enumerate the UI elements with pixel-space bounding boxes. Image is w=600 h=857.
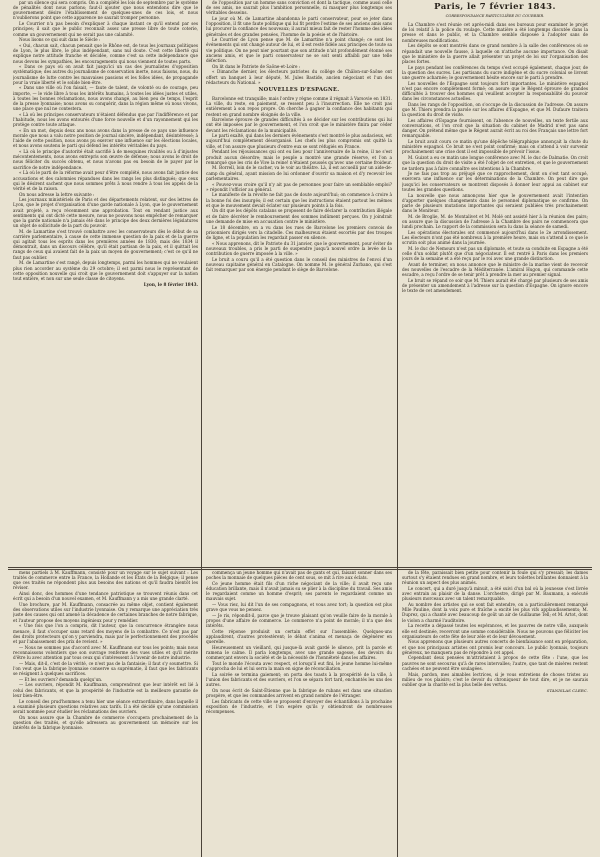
- author-signature: STANISLAS CLERC.: [546, 687, 588, 693]
- paragraph: On nous assure que la Chambre de commerce s'occupera prochainement de la question des traités, et qu'elle adressera au gouvernement un mémoire sur les intérêts de la fabrique lyonnaise.: [13, 714, 198, 730]
- paragraph: Cependant deux pensées m'attristaient à propos de cette fête : l'une, que les pauvres ne sont secourus qu'à de rares intervalles; l'autre, que tant de misères restent cachées et ne peuvent être soulagées.: [402, 655, 588, 671]
- paragraph: Le Courrier de Lyon pense que M. de Lamartine n'a point changé; ce sont les événements qui ont changé autour de lui, et il est resté fidèle aux principes de toute sa vie politique. On ne peut nier pourtant que son attitude n'ait profondément étonné ses anciens amis, et que le parti conservateur ne se soit senti affaibli par une telle défection.: [206, 37, 392, 63]
- column-divider: [201, 0, 202, 857]
- dateline: Lyon, le 8 février 1843.: [143, 281, 198, 287]
- paragraph: M. le duc de Nemours n'est pas un diplomate, et toute sa conduite en Espagne a été celle d'un soldat plutôt que d'un négociateur. Il est rentré à Paris dans les premiers jours de la semaine et a été reçu par le roi avec une grande distinction.: [402, 245, 588, 262]
- paragraph: — Et les ouvriers? demanda quelqu'un.: [19, 676, 103, 682]
- column-2-spain-text: [206, 96, 392, 272]
- column-3-text: [402, 22, 588, 293]
- paragraph: On dit que les dépôts catalans se proposent de faire déclarer la contribution illégale et de faire décréter le remboursement des sommes indûment perçues. On y joindrait une demande de mise en accusation contre le ministère.: [206, 208, 392, 224]
- correspondence-subheading: CORRESPONDANCE PARTICULIÈRE DU COURRIER.: [445, 14, 545, 18]
- paragraph: Le conseil des prud'hommes a tenu hier une séance extraordinaire, dans laquelle il a examiné plusieurs questions relatives aux tarifs. Il a été décidé qu'une commission serait nommée pour étudier les réclamations des ouvriers.: [13, 698, 198, 714]
- paragraph: Barcelone éprouve de grandes difficultés à se décider sur les contributions qui lui ont été imposées par le gouvernement, et l'on croit que le ministère finira par céder devant les réclamations de la municipalité.: [206, 117, 392, 133]
- paragraph: Le 18 décembre, on a vu dans les rues de Barcelone les premiers convois de prisonniers dirigés vers la citadelle. Ces malheureux étaient escortés par des troupes de ligne, et la population les regardait passer en silence.: [206, 224, 392, 240]
- paragraph: Le bruit a couru qu'il a été question dans le conseil des ministres de l'envoi d'un nouveau capitaine général en Catalogne. On nomme M. le général Zurbano, qui s'est fait remarquer par son énergie pendant le siège de Barcelone.: [206, 256, 392, 272]
- paragraph: — Vous riez, lui dit l'un de ses compagnons, et vous avez tort; la question est plus grave que vous ne pensez.: [206, 602, 392, 613]
- paragraph: « Nous apprenons, dit le Patriote du 31 janvier, que le gouvernement, pour éviter de nouveaux troubles, a pris le parti de suspendre jusqu'à nouvel ordre la levée de la contribution de guerre imposée à la ville. »: [206, 240, 392, 256]
- paragraph: « Là où le principe d'autorité était sacrifié à de mesquines rivalités ou à d'injustes mécontentements, nous avons entrepris son œuvre de défense; nous avons le droit de nous féliciter du succès obtenu, et nous n'avons pas eu besoin de le payer par le sacrifice de notre indépendance.: [13, 149, 198, 170]
- column-2-text: [206, 0, 392, 85]
- paris-dateline-heading: Paris, le 7 février 1843.: [434, 2, 556, 12]
- paragraph: La soirée se termina gaiement; on porta des toasts à la prospérité de la ville, à l'union des fabricants et des ouvriers, et l'on se sépara fort tard, enchantés les uns des autres.: [206, 672, 392, 688]
- paragraph: — Les ouvriers, répondit M. Kauffmann, comprendront que leur intérêt est lié à celui des fabricants, et que la prospérité de l'industrie est la meilleure garantie de leur bien-être.: [13, 682, 198, 698]
- paragraph: Cette réponse produisit un certain effet sur l'assemblée. Quelques-uns applaudirent, d'autres protestèrent; le débat s'anima et menaça de dégénérer en querelle.: [206, 629, 392, 645]
- paragraph: Le pays pendant les conférences du temps s'est occupé également, chaque jour, de la question des sucres. Les partisans du sucre indigène et du sucre colonial se livrent une guerre acharnée; le gouvernement hésite encore sur le parti à prendre.: [402, 64, 588, 80]
- paragraph: La Chambre s'est réunie cet après-midi dans ses bureaux pour examiner le projet de loi relatif à la police du roulage. Cette matière a été longtemps discutée dans la presse et dans le public, et la Chambre semble disposée à l'adopter sans de nombreuses modifications.: [402, 22, 588, 43]
- paragraph: On lit dans le Patriote de Saône-et-Loire :: [212, 63, 301, 69]
- paragraph: « Dimanche dernier, les électeurs patriotes du collège de Châlon-sur-Saône ont offert un banquet à leur député, M. Jules Bastide, ancien négociant et l'un des rédacteurs du National. »: [206, 69, 392, 85]
- paragraph: « Là où le parti de la réforme avait peur d'être complété, nous avons fait justice des accusations et des calomnies répandues dans les rangs les plus distingués; que ceux qui le désirent sachent que nous sommes prêts à nous rendre à tous les appels de la vérité et de la raison.: [13, 170, 198, 191]
- paragraph: Au nombre des artistes qui se sont fait entendre, on a particulièrement remarqué Mlle Pauline, dont la voix pure et fraîche a excité les plus vifs applaudissements; M. Duprez, qui a chanté avec beaucoup de goût un air de Guillaume Tell; et M. Artot, dont le violon a charmé l'auditoire.: [402, 602, 588, 623]
- paragraph: mens partiels à M. Kauffmann, consisté pour un voyage sur le sujet suivant : Les traités de commerce entre la France, la Hollande et les États de la Belgique; il pense que ces traités ne répondent plus aux besoins des nations et qu'il faudra bientôt les réviser.: [13, 570, 198, 591]
- paragraph: Le jour où M. de Lamartine abandonna le parti conservateur, pour se jeter dans l'opposition, il fit une faute politique qui lui fit perdre l'estime de ses anciens amis sans lui procurer la confiance des nouveaux; il aurait mieux fait de rester l'homme des idées générales et des grandes pensées, l'homme de la poésie et de l'histoire.: [206, 16, 392, 37]
- feuilleton-column-2: [206, 570, 392, 855]
- paragraph: M. Borrell, loin de le cacher, va le voir au théâtre. Là, il est accueilli par un aide-de-camp du général, ayant mission de lui ordonner d'ouvrir sa maison et d'y recevoir les parlementaires.: [206, 165, 392, 181]
- column-1: [13, 0, 198, 566]
- paragraph: Les fabricants de cette ville se proposent d'envoyer des échantillons à la prochaine exposition de l'industrie, et l'on espère qu'ils y obtiendront de nombreuses récompenses.: [206, 699, 392, 715]
- feuilleton-column-1: [13, 570, 198, 855]
- feuilleton-column-3-text: [402, 570, 588, 687]
- paragraph: Pendant les réjouissances qui ont eu lieu pour l'anniversaire de la reine, il ne s'est produit aucun désordre; mais le peuple a montré une grande réserve, et l'on a remarqué que les cris de Vive la reine! n'étaient poussés qu'avec une certaine froideur.: [206, 149, 392, 165]
- paragraph: Le manifeste de la révolte ne fait pas de doute aujourd'hui; on commence à croire à la bonne foi des insurgés; il est certain que les instructions étaient partout les mêmes et que le mouvement devait éclater sur plusieurs points à la fois.: [206, 192, 392, 208]
- paragraph: Dans les rangs de l'opposition, on s'occupe de la discussion de l'adresse. On assure que M. Thiers prendra la parole sur les affaires d'Espagne, et que M. Dufaure traitera la question du droit de visite.: [402, 101, 588, 118]
- paragraph: « Une fois que l'on a compris, dit l'auteur, que la concurrence étrangère nous menace, il faut s'occuper sans retard des moyens de la combattre. Ce n'est pas par des droits protecteurs qu'on y parviendra, mais par le perfectionnement des procédés et par l'abaissement des prix de revient. »: [13, 623, 198, 644]
- paragraph: — Mais, dit-il, c'est de la vérité, ce n'est pas de la fantaisie; il faut s'y soumettre. Si l'on veut que la fabrique lyonnaise conserve sa suprématie, il faut que les fabricants se résignent à quelques sacrifices.: [13, 660, 198, 676]
- paragraph: Avant de terminer, on nous annonce que le ministre de la marine vient de recevoir des nouvelles de l'escadre de la Méditerranée. L'amiral Hugon, qui commande cette escadre, a reçu l'ordre de se tenir prêt à prendre la mer au premier signal.: [402, 261, 588, 278]
- paragraph: Je ne fais pas trop au préjugé que ce rapprochement, dont on s'est tant occupé, exercera une influence sur les déterminations de la Chambre. On peut dire que jusqu'ici les conservateurs se montrent disposés à donner leur appui au cabinet sur toutes les grandes questions.: [402, 171, 588, 192]
- paragraph: Ainsi donc, des hommes d'une tendance patriotique se trouvent réunis dans cet écrit qui a besoin d'un nouvel examen, et M. Kauffmann y a mis une grande clarté.: [13, 591, 198, 602]
- paragraph: — Je ris, répondit-il, parce que je trouve plaisant qu'on veuille faire de la morale à propos d'une affaire de commerce. Le commerce n'a point de morale; il n'a que des intérêts.: [206, 613, 392, 629]
- paragraph: Les affaires d'Espagne fournissent, on l'absence de nouvelles, un texte fertile aux conversations, et l'on croit que la situation du cabinet de Madrid n'est pas sans danger. On prétend même que le Régent aurait écrit au roi des Français une lettre fort remarquable.: [402, 117, 588, 139]
- paragraph: Le bruit avait couru ce matin qu'une dépêche télégraphique annonçait la chute du ministère espagnol. Ce bruit ne s'est point confirmé; mais on s'attend à voir survenir prochainement une crise dont il est impossible de prévoir l'issue.: [402, 139, 588, 155]
- paragraph: Heureusement un vieillard, qui jusque-là avait gardé le silence, prit la parole et ramena le calme. Il parla longtemps, avec une grande sagesse, des devoirs du commerçant envers la société et de la nécessité de l'honnêteté dans les affaires.: [206, 645, 392, 661]
- feuilleton-column-3: [402, 570, 588, 855]
- paragraph: de l'opposition par un homme sans conviction et dont la tactique, comme aussi celle de ses amis, ne saurait plus l'ambition personnelle, ni masquer plus longtemps ses véritables desseins.: [206, 0, 392, 16]
- paragraph: M. Guizot a eu ce matin une longue conférence avec M. le duc de Dalmatie. On croit que la question du droit de visite a été l'objet de cet entretien, et que le gouvernement ne tardera pas à faire connaître ses intentions à la Chambre.: [402, 155, 588, 171]
- column-1-text: [13, 0, 198, 281]
- paragraph: « Dans une ville où l'on faisait, — faute de talent, de volonté ou de courage, peu importe, — le vide libre à tous les intérêts humains, à toutes les idées justes et utiles, à toutes les bonnes réclamations, nous avons changé, au bien peu de temps, l'esprit de la presse lyonnaise; nous avons su conquérir, dans la région même où nous vivons, une place que nul ne contestera.: [13, 85, 198, 112]
- paragraph: « En un mot, depuis deux ans nous avons dans la presse de ce pays une influence morale que nous a valu notre position de journal sincère, indépendant, désintéressé; à l'aide de cette position, nous avons pu exercer une influence sur les élections locales, et nous avons soutenu le parti qui défend les intérêts véritables du pays.: [13, 127, 198, 149]
- section-heading: NOUVELLES D'ESPAGNE.: [258, 86, 340, 93]
- paragraph: Le bruit se répand ce soir que M. Thiers aurait été chargé par plusieurs de ses amis de présenter un amendement à l'adresse sur la question d'Espagne. On ignore encore le texte de cet amendement.: [402, 277, 588, 294]
- paragraph: On nous adresse la lettre suivante :: [19, 191, 95, 197]
- paragraph: Le Courrier n'a pas besoin d'expliquer à chaque instant ce qu'il entend par ses principes; il sait que le public reconnaît assez une presse libre de toute coterie, comme un gouvernement qui ne serait pas une calamité.: [13, 21, 198, 37]
- paragraph: Ce jeune homme était fils d'un riche négociant de la ville; il avait reçu une éducation brillante, mais il n'avait jamais su se plier à la discipline du travail. Ses amis le regardaient comme un homme d'esprit; ses parents le regardaient comme un mauvais sujet.: [206, 580, 392, 602]
- paragraph: La recette a dépassé toutes les espérances, et les pauvres de notre ville, auxquels elle est destinée, recevront une somme considérable. Nous ne pouvons que féliciter les organisateurs de cette fête de leur zèle et de leur dévouement.: [402, 623, 588, 639]
- paragraph: commença un jeune homme qui n'avait pas de gants et qui, faisant sonner dans ses poches la monnaie de quelques pièces de cent sous, se mit à rire aux éclats.: [206, 570, 392, 581]
- paragraph: La nouvelle que nous annonçons hier que le gouvernement avait l'intention d'apporter quelques changements dans le personnel diplomatique se confirme. On parle de plusieurs mutations importantes qui seraient publiées très prochainement dans le Moniteur.: [402, 192, 588, 213]
- paragraph: Une brochure, par M. Kauffmann, consacrée au même objet, contient également des observations utiles sur l'industrie lyonnaise. On y remarque une appréciation très juste des causes qui ont amené la décadence de certaines branches de notre fabrique, et l'auteur propose des moyens ingénieux pour y remédier.: [13, 602, 198, 623]
- column-3: [402, 0, 588, 566]
- paragraph: Le parti exalté, qui dans les derniers événements s'est montré le plus audacieux, est aujourd'hui complètement désorganisé. Les chefs les plus compromis ont quitté la ville, et l'on assure que plusieurs d'entre eux se sont réfugiés en France.: [206, 133, 392, 149]
- paragraph: Les journaux ministériels de Paris et des départements relatent, sur des lettres de Lyon, que le projet d'organisation d'une garde nationale à Lyon, que le gouvernement avait projeté, a reçu récemment une approbation. Tout en rendant justice aux sentiments qui ont dicté cette mesure, nous ne pouvons nous empêcher de remarquer que la garde nationale n'a jamais été dans le principe des deux dernières législatures un objet de sollicitude de la part du pouvoir.: [13, 197, 198, 229]
- paragraph: Mais, pardon, mes aimables lectrices, si je vous entretiens de choses tristes au milieu de vos plaisirs; c'est le devoir du chroniqueur de tout dire, et je ne saurais oublier que la charité est la plus belle des vertus.: [402, 671, 588, 687]
- paragraph: par un silence qui sera compris. On a complété les lois de septembre par le système de pénalités dont nous parlons; faut-il ajouter que nous entendons dire que le gouvernement désire l'établissement de quelques-unes de ces lois, et nous n'oublierons point que cette apparence ne saurait tromper personne.: [13, 0, 198, 21]
- paragraph: Les nouvelles de l'Espagne sont toujours fort importantes. Le ministère espagnol n'est pas encore complètement formé; on assure que le Régent éprouve de grandes difficultés à trouver des hommes qui veuillent accepter la responsabilité du pouvoir dans les circonstances actuelles.: [402, 80, 588, 102]
- paragraph: Nous apprenons que plusieurs autres concerts de bienfaisance sont en préparation, et que nos principaux artistes ont promis leur concours. Le public lyonnais, toujours généreux, ne manquera pas de répondre à cet appel.: [402, 639, 588, 655]
- paragraph: « Dans ce pays où on avait fait jusqu'ici un cas des journalistes d'opposition systématique; des autres du journalisme de conservation inerte, nous faisons, nous, du journalisme de lutte contre les mauvaises passions et les folles idées, de propagande pour la vraie liberté et le solide bien-être.: [13, 64, 198, 85]
- paragraph: M. de Broglie, M. de Montalivet et M. Molé ont assisté hier à la réunion des pairs; on assure que la discussion de l'adresse à la Chambre des pairs ne commencera que lundi prochain. Le rapport de la commission sera lu dans la séance de samedi.: [402, 213, 588, 230]
- paragraph: Le concert, qui a duré jusqu'à minuit, a été suivi d'un bal où la jeunesse s'est livrée avec entrain au plaisir de la danse. L'orchestre, dirigé par M. Baumann, a exécuté plusieurs morceaux avec un talent remarquable.: [402, 586, 588, 602]
- paragraph: « Pouvez-vous croire qu'il n'y ait pas de personnes pour faire un semblable emploi? » répondit l'officier au général.: [206, 181, 392, 192]
- paragraph: Les opérations électorales ont commencé aujourd'hui dans le 2e arrondissement. Les électeurs n'ont pas été nombreux à la première heure, mais on s'attend à ce que le scrutin soit plus animé dans la journée.: [402, 229, 588, 246]
- paragraph: On nous écrit de Saint-Étienne que la fabrique de rubans est dans une situation prospère, et que les commandes arrivent en grand nombre de l'étranger.: [206, 688, 392, 699]
- paragraph: Les dépôts se sont montrés dans ce grand nombre à la salle des conférences où se répandait une nouvelle fausse, à laquelle on n'attache aucune importance. On disait que le ministère de la guerre allait présenter un projet de loi sur l'organisation des places fortes.: [402, 43, 588, 64]
- column-2: [206, 0, 392, 566]
- paragraph: — Nous ne sommes pas d'accord avec M. Kauffmann sur tous les points; mais nous reconnaissons volontiers que son ouvrage renferme des vues utiles et qu'il mérite d'être lu avec attention par tous ceux qui s'intéressent à l'avenir de notre industrie.: [13, 644, 198, 660]
- column-divider: [397, 0, 398, 857]
- feuilleton-divider: [8, 567, 592, 568]
- paragraph: Barcelonne est tranquille; mais l'ordre y règne comme il régnait à Varsovie en 1831. La ville, du reste, en paiement, se ressent peu à l'insurrection. Elle ne croit pas entièrement à son repos propre. On cherche à gagner la confiance des habitants qui restent en grand nombre éloignés de la ville.: [206, 96, 392, 117]
- paragraph: Nous lisons ce qui suit dans le Siècle :: [19, 37, 101, 43]
- paragraph: de la fête, paraissait bien petite pour contenir la foule qui s'y pressait; les dames surtout s'y étaient rendues en grand nombre, et leurs toilettes brillantes donnaient à la réunion un aspect des plus animés.: [402, 570, 588, 586]
- paragraph: M. de Lamartine s'est rangé, depuis longtemps, parmi les hommes qui ne voulaient plus rien accorder au système du 29 octobre; il est parmi nous le représentant de cette opposition nouvelle qui croit que le gouvernement doit s'appuyer sur la nation tout entière, et non sur une seule classe de citoyens.: [13, 260, 198, 281]
- paragraph: « Oui, chacun sait, chacun pensait que le Rhône est, de tous les journaux politiques de Lyon, le plus libre, le plus indépendant, sans nul doute. C'est cette liberté qui explique notre attitude franche et décidée, comme c'est sa cette indépendance que nous devons les sympathies, les encouragements qui nous viennent de toutes parts.: [13, 43, 198, 64]
- paragraph: M. de Lamartine s'est trouvé combattre avec les conservateurs dès le début de sa carrière parlementaire, à cause de cette immense question de la paix et de la guerre qui agitait tous les esprits dans les premières années de 1830; mais dès 1834 il démontrait, dans un discours célèbre, qu'il était partisan de la paix, et il quittait les rangs de ceux qui avaient fait de la paix un moyen de gouvernement; c'est ce qu'il ne faut pas oublier.: [13, 228, 198, 260]
- paragraph: Tout le monde l'écouta avec respect, et lorsqu'il eut fini, le jeune homme lui-même s'approcha de lui et lui serra la main en signe de réconciliation.: [206, 661, 392, 672]
- paragraph: « Là où les principes conservateurs n'étaient défendus que par l'indifférence et par l'habitude, nous les avons entourés d'une force nouvelle et d'un rayonnement qui les protège contre toute attaque.: [13, 111, 198, 128]
